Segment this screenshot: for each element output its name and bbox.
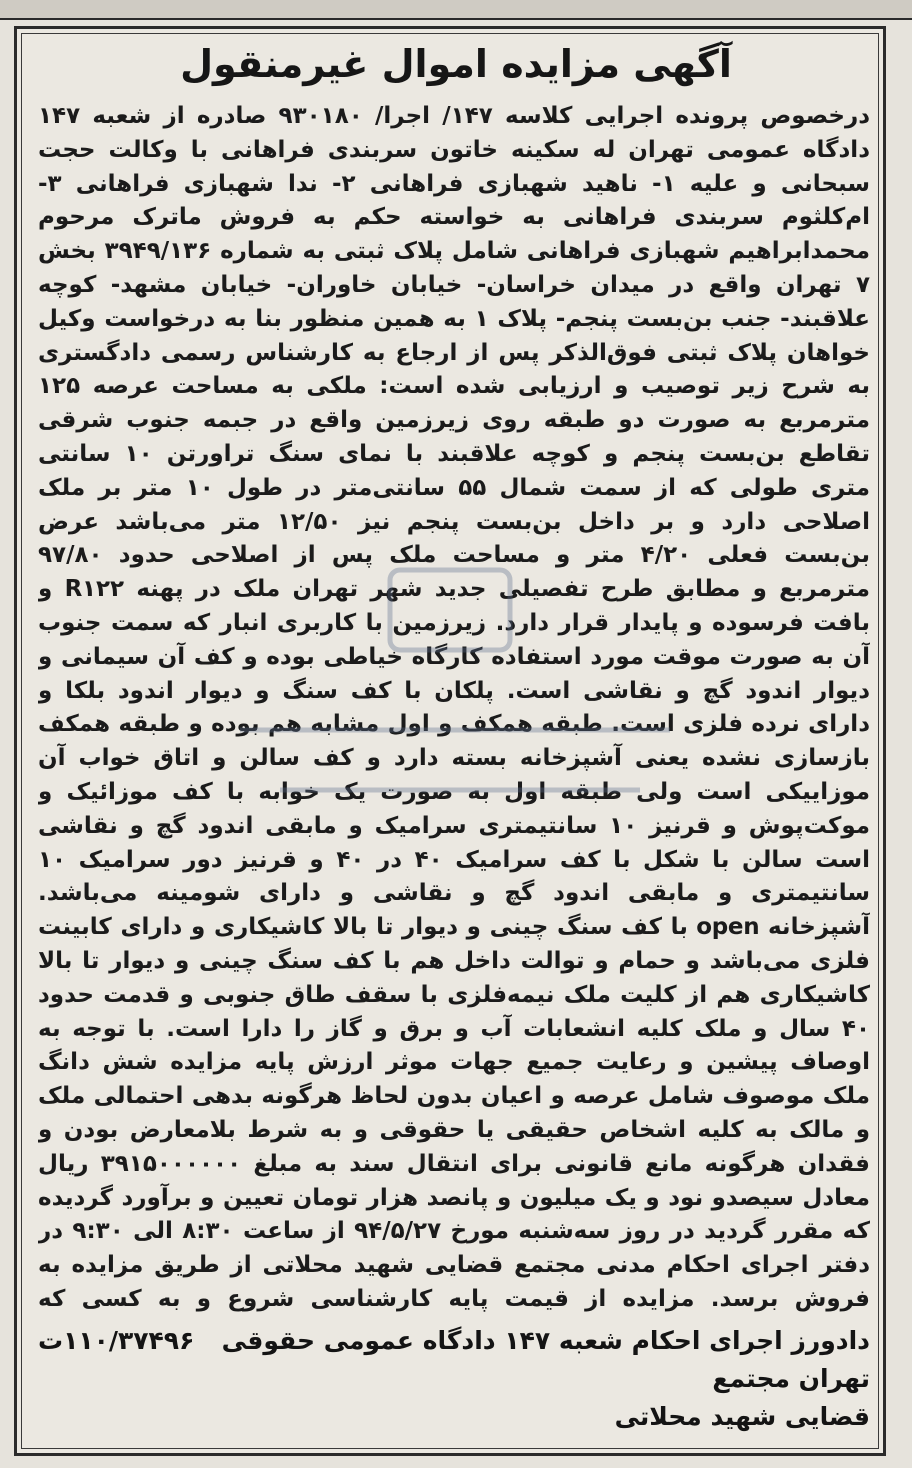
footer-signature: دادورز اجرای احکام شعبه ۱۴۷ دادگاه عمومی حقوقی تهران مجتمع bbox=[221, 1326, 870, 1393]
footer-line-1 bbox=[38, 1322, 870, 1398]
footer-line-2: قضایی شهید محلاتی bbox=[614, 1402, 870, 1431]
adjacent-column-strip bbox=[0, 0, 912, 20]
ad-footer bbox=[38, 1322, 870, 1432]
ad-title: آگهی مزایده اموال غیرمنقول bbox=[180, 42, 732, 86]
ad-body-text: درخصوص پرونده اجرایی کلاسه ۱۴۷/ اجرا/ ۹۳۰۱۸۰ صادره از شعبه ۱۴۷ دادگاه عمومی تهران له سکینه خاتون سربندی فراهانی با وکالت حجت سبحانی و علیه ۱- ناهید شهبازی فراهانی ۲- ندا شهبازی فراهانی ۳- ام‌کلثوم سربندی فراهانی به خواسته حکم به فروش ماترک مرحوم محمدابراهیم شهبازی فراهانی شامل پلاک ثبتی به شماره ۳۹۴۹/۱۳۶ بخش ۷ تهران واقع در میدان خراسان- خیابان خاوران- خیابان مشهد- کوچه علاقبند- جنب بن‌بست پنجم- پلاک ۱ به همین منظور بنا به درخواست وکیل خواهان پلاک ثبتی فوق‌الذکر پس از ارجاع به کارشناس رسمی دادگستری به شرح زیر توصیب و ارزیابی شده است: ملکی به مساحت عرصه ۱۲۵ مترمربع به صورت دو طبقه روی زیرزمین واقع در جبمه جنوب شرقی تقاطع بن‌بست پنجم و کوچه علاقبند با نمای سنگ تراورتن ۱۰ سانتی متری طولی که از سمت شمال ۵۵ سانتی‌متر در طول ۱۰ متر بر ملک اصلاحی دارد و بر داخل بن‌بست پنجم نیز ۱۲/۵۰ متر می‌باشد عرض بن‌بست فعلی ۴/۲۰ متر و مساحت ملک پس از اصلاحی حدود ۹۷/۸۰ مترمربع و مطابق طرح تفصیلی جدید شهر تهران ملک در پهنه R۱۲۲ و بافت فرسوده و پایدار قرار دارد. زیرزمین با کاربری انبار که سمت جنوب آن به صورت موقت مورد استفاده کارگاه خیاطی بوده و کف آن سیمانی و دیوار اندود گچ و نقاشی است. پلکان با کف سنگ و دیوار اندود بلکا و دارای نرده فلزی است. طبقه همکف و اول مشابه هم بوده و طبقه همکف بازسازی نشده یعنی آشپزخانه بسته دارد و کف سالن و اتاق خواب آن موزاییکی است ولی طبقه اول به صورت یک خوابه با کف موزائیک و موکت‌پوش و قرنیز ۱۰ سانتیمتری سرامیک و مابقی اندود گچ و نقاشی است سالن با شکل با کف سرامیک ۴۰ در ۴۰ و قرنیز دور سرامیک ۱۰ سانتیمتری و مابقی اندود گچ و نقاشی و دارای شومینه می‌باشد. آشپزخانه open با کف سنگ چینی و دیوار تا بالا کاشیکاری و دارای کابینت فلزی می‌باشد و حمام و توالت داخل هم با کف سنگ چینی و دیوار تا بالا کاشیکاری هم از کلیت ملک نیمه‌فلزی با سقف طاق جنوبی و قدمت حدود ۴۰ سال و ملک کلیه انشعابات آب و برق و گاز را دارا است. با توجه به اوصاف پیشین و رعایت جمیع جهات موثر ارزش پایه مزایده شش دانگ ملک موصوف شامل عرصه و اعیان بدون لحاظ هرگونه بدهی احتمالی ملک و مالک به کلیه اشخاص حقیقی یا حقوقی و به شرط بلامعارض بودن و فقدان هرگونه مانع قانونی برای انتقال سند به مبلغ ۳۹۱۵۰۰۰۰۰۰ ریال معادل سیصدو نود و یک میلیون و پانصد هزار تومان تعیین و برآورد گردیده که مقرر گردید در روز سه‌شنبه مورخ ۹۴/۵/۲۷ از ساعت ۸:۳۰ الی ۹:۳۰ در دفتر اجرای احکام مدنی مجتمع قضایی شهید محلاتی از طریق مزایده به فروش برسد. مزایده از قیمت پایه کارشناسی شروع و به کسی که bbox=[38, 103, 870, 1312]
footer-code: ۱۱۰/۳۷۴۹۶ت bbox=[38, 1326, 195, 1355]
